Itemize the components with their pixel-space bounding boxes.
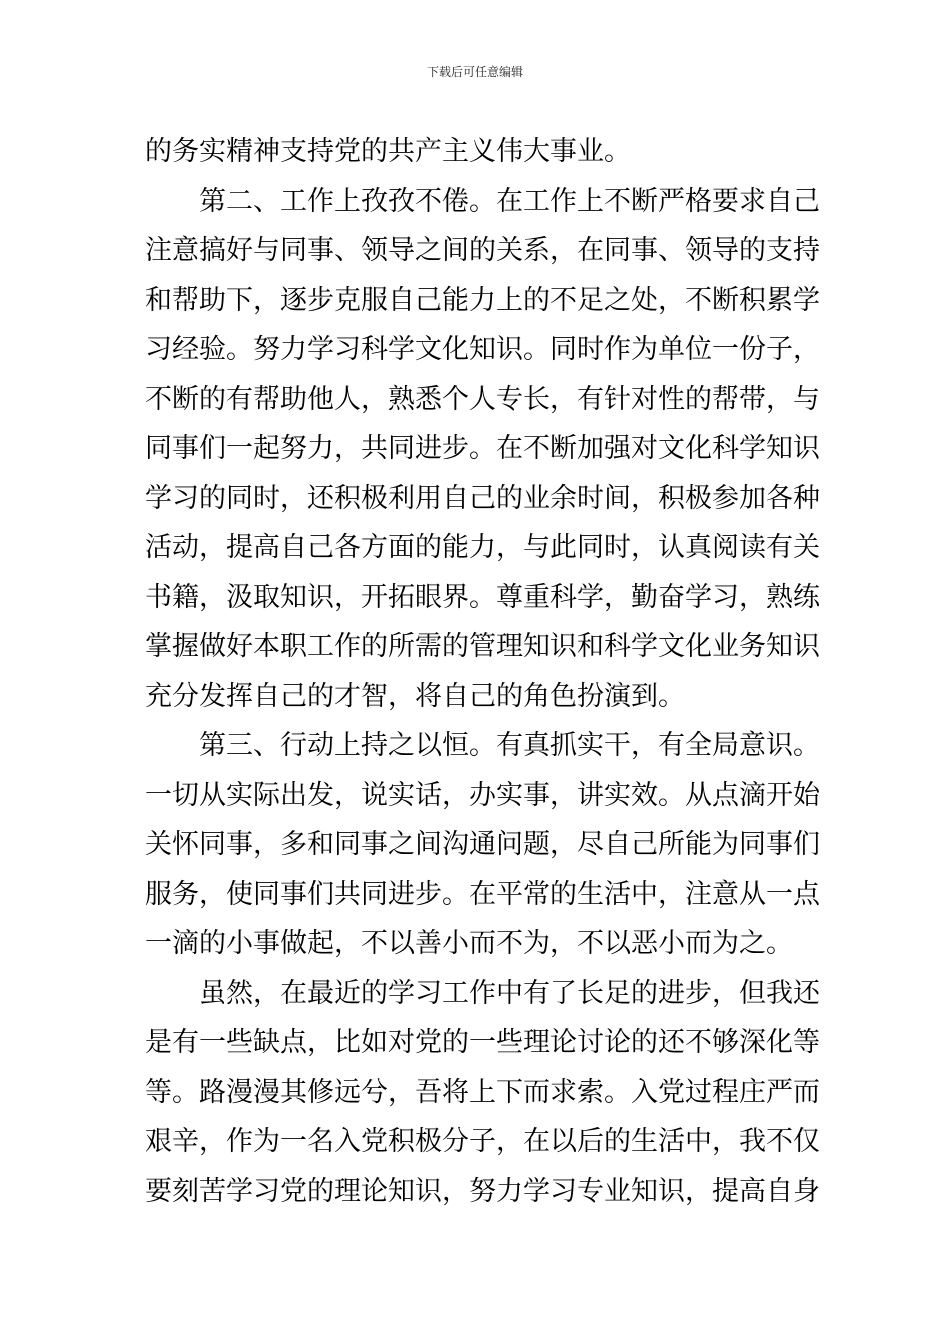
text-line: 习经验。努力学习科学文化知识。同时作为单位一份子， [145, 334, 820, 365]
page-header: 下载后可任意编辑 [426, 65, 523, 79]
text-line: 一切从实际出发，说实话，办实事，讲实效。从点滴开始 [145, 779, 820, 811]
text-line: 掌握做好本职工作的所需的管理知识和科学文化业务知识 [145, 631, 820, 662]
text-line: 同事们一起努力，共同进步。在不断加强对文化科学知识 [145, 433, 820, 464]
text-line: 的务实精神支持党的共产主义伟大事业。 [145, 136, 631, 167]
text-line: 注意搞好与同事、领导之间的关系，在同事、领导的支持 [145, 235, 820, 266]
paragraph-first-line: 第二、工作上孜孜不倦。在工作上不断严格要求自己 [199, 185, 820, 217]
text-line: 关怀同事，多和同事之间沟通问题，尽自己所能为同事们 [145, 829, 820, 860]
text-line: 活动，提高自己各方面的能力，与此同时，认真阅读有关 [145, 532, 820, 563]
paragraph-first-line: 虽然，在最近的学习工作中有了长足的进步，但我还 [199, 977, 820, 1009]
paragraph-first-line: 第三、行动上持之以恒。有真抓实干，有全局意识。 [199, 730, 820, 761]
text-line: 一滴的小事做起，不以善小而不为，不以恶小而为之。 [145, 928, 793, 959]
text-line: 等。路漫漫其修远兮，吾将上下而求索。入党过程庄严而 [145, 1076, 820, 1108]
text-line: 书籍，汲取知识，开拓眼界。尊重科学，勤奋学习，熟练 [145, 581, 820, 613]
text-line: 不断的有帮助他人，熟悉个人专长，有针对性的帮带，与 [145, 383, 820, 415]
text-line: 要刻苦学习党的理论知识，努力学习专业知识，提高自身 [145, 1175, 820, 1207]
document-body [145, 127, 820, 1216]
text-line: 是有一些缺点，比如对党的一些理论讨论的还不够深化等 [145, 1027, 820, 1058]
text-line: 服务，使同事们共同进步。在平常的生活中，注意从一点 [145, 878, 820, 910]
text-line: 和帮助下，逐步克服自己能力上的不足之处，不断积累学 [145, 284, 820, 316]
text-line: 艰辛，作为一名入党积极分子，在以后的生活中，我不仅 [145, 1126, 820, 1157]
text-line: 充分发挥自己的才智，将自己的角色扮演到。 [145, 680, 685, 712]
text-line: 学习的同时，还积极利用自己的业余时间，积极参加各种 [145, 482, 820, 514]
